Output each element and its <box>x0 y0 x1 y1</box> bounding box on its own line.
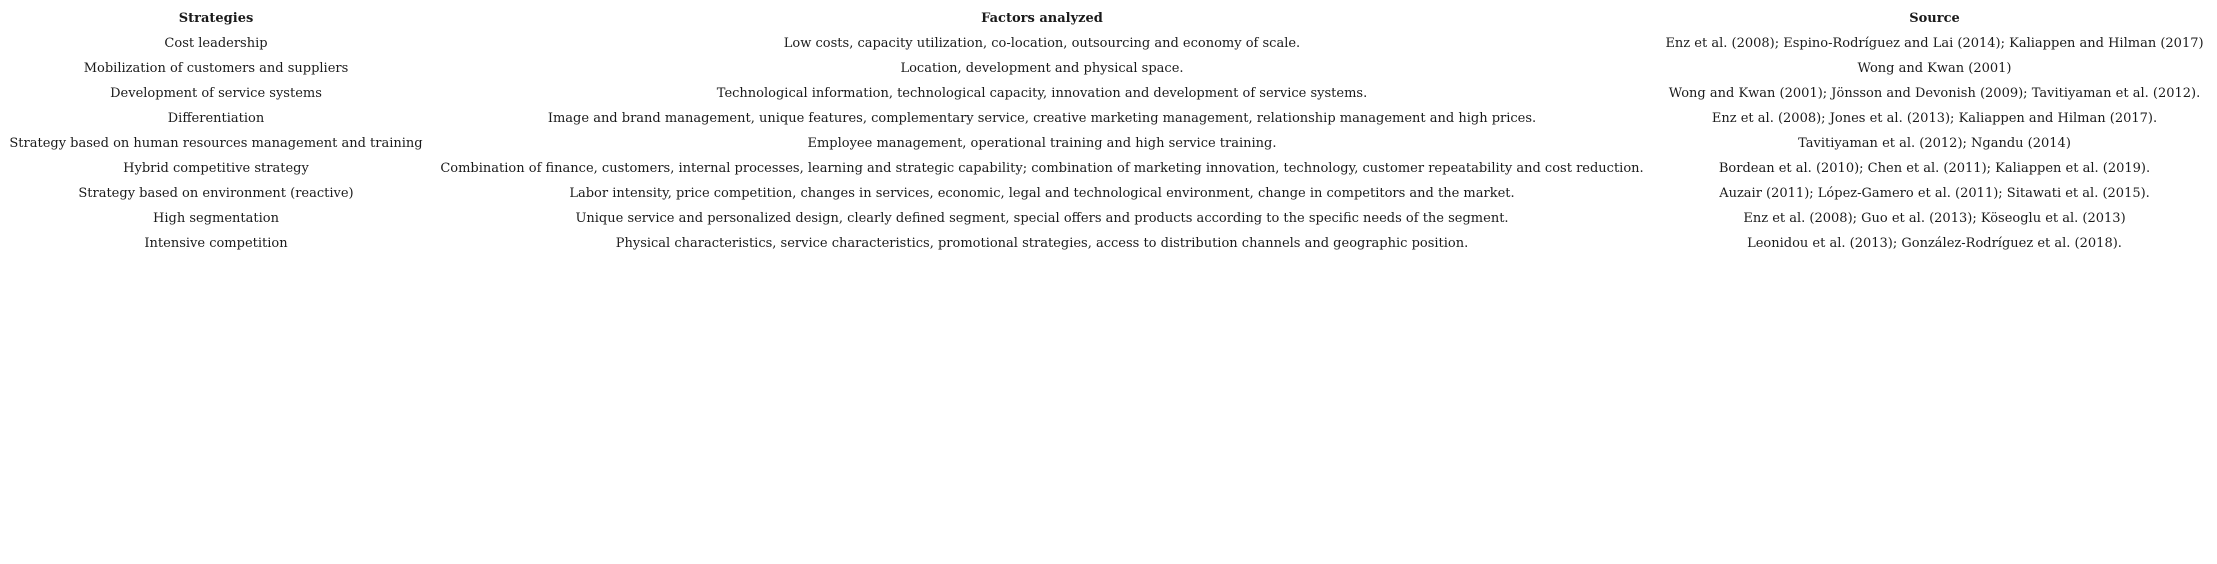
cell-strategy: High segmentation <box>153 211 279 226</box>
header-row <box>0 6 2217 31</box>
cell-factors: Location, development and physical space. <box>900 61 1184 76</box>
cell-strategy: Development of service systems <box>110 86 322 101</box>
table-row <box>0 156 2217 181</box>
table-row <box>0 81 2217 106</box>
cell-strategy: Strategy based on environment (reactive) <box>78 186 354 201</box>
strategies-table <box>0 6 2217 256</box>
cell-factors: Technological information, technological capacity, innovation and development of service systems. <box>716 86 1368 101</box>
cell-strategy: Mobilization of customers and suppliers <box>83 61 349 76</box>
cell-factors: Unique service and personalized design, clearly defined segment, special offers and products according to the specific needs of the segment. <box>575 211 1509 226</box>
cell-source: Leonidou et al. (2013); González-Rodríguez et al. (2018). <box>1747 236 2122 251</box>
cell-strategy: Hybrid competitive strategy <box>123 161 309 176</box>
cell-source: Wong and Kwan (2001) <box>1857 61 2012 76</box>
cell-source: Wong and Kwan (2001); Jönsson and Devonish (2009); Tavitiyaman et al. (2012). <box>1668 86 2201 101</box>
cell-strategy: Intensive competition <box>144 236 288 251</box>
cell-factors: Physical characteristics, service characteristics, promotional strategies, access to distribution channels and geographic position. <box>615 236 1469 251</box>
cell-factors: Labor intensity, price competition, changes in services, economic, legal and technological environment, change in competitors and the market. <box>569 186 1515 201</box>
cell-factors: Image and brand management, unique features, complementary service, creative marketing management, relationship management and high prices. <box>547 111 1537 126</box>
cell-factors: Combination of finance, customers, internal processes, learning and strategic capability; combination of marketing innovation, technology, customer repeatability and cost reduction. <box>440 161 1644 176</box>
table-row <box>0 56 2217 81</box>
cell-strategy: Strategy based on human resources management and training <box>9 136 423 151</box>
table-row <box>0 206 2217 231</box>
cell-factors: Low costs, capacity utilization, co-location, outsourcing and economy of scale. <box>783 36 1301 51</box>
table-row <box>0 106 2217 131</box>
header-factors-analyzed: Factors analyzed <box>981 11 1103 26</box>
table-row <box>0 231 2217 256</box>
header-source: Source <box>1909 11 1960 26</box>
cell-source: Bordean et al. (2010); Chen et al. (2011); Kaliappen et al. (2019). <box>1718 161 2151 176</box>
table-row <box>0 131 2217 156</box>
table-row <box>0 31 2217 56</box>
cell-factors: Employee management, operational training and high service training. <box>807 136 1277 151</box>
cell-source: Auzair (2011); López-Gamero et al. (2011); Sitawati et al. (2015). <box>1719 186 2150 201</box>
cell-strategy: Differentiation <box>167 111 265 126</box>
cell-strategy: Cost leadership <box>164 36 268 51</box>
header-strategies: Strategies <box>178 11 254 26</box>
cell-source: Tavitiyaman et al. (2012); Ngandu (2014) <box>1798 136 2071 151</box>
cell-source: Enz et al. (2008); Guo et al. (2013); Köseoglu et al. (2013) <box>1743 211 2126 226</box>
cell-source: Enz et al. (2008); Jones et al. (2013); Kaliappen and Hilman (2017). <box>1711 111 2158 126</box>
table-row <box>0 181 2217 206</box>
cell-source: Enz et al. (2008); Espino-Rodríguez and Lai (2014); Kaliappen and Hilman (2017) <box>1665 36 2204 51</box>
